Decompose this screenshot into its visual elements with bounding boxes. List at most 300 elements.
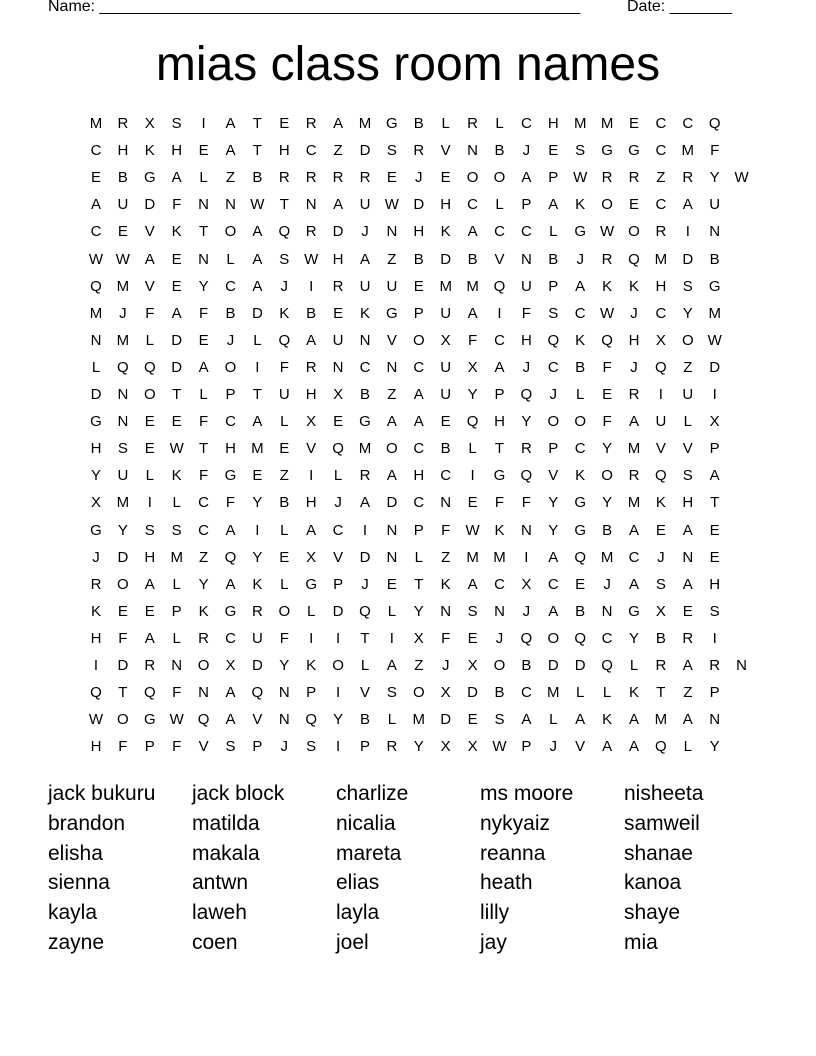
grid-letter: D <box>251 304 263 322</box>
grid-letter: L <box>387 602 397 620</box>
grid-letter: D <box>251 657 263 674</box>
grid-letter: A <box>359 250 370 268</box>
grid-letter: G <box>574 521 587 539</box>
grid-letter: H <box>144 548 156 566</box>
grid-letter: D <box>413 196 425 214</box>
grid-letter: B <box>467 250 478 268</box>
grid-letter: G <box>305 575 318 593</box>
grid-letter: D <box>359 548 371 566</box>
grid-letter: Y <box>628 629 639 647</box>
grid-letter: C <box>332 521 344 539</box>
grid-letter: M <box>358 440 372 458</box>
grid-letter: S <box>306 738 317 756</box>
grid-letter: L <box>91 358 101 376</box>
grid-letter: V <box>682 440 693 458</box>
grid-letter: N <box>198 196 210 214</box>
grid-letter: Z <box>225 169 236 187</box>
grid-letter: Q <box>251 684 264 702</box>
grid-letter: Q <box>143 684 156 702</box>
grid-letter: V <box>306 440 317 458</box>
grid-letter: A <box>628 521 639 539</box>
grid-letter: C <box>547 575 559 593</box>
grid-letter: G <box>574 223 587 241</box>
grid-letter: O <box>681 331 694 349</box>
grid-letter: J <box>119 304 127 322</box>
word-list-item: zayne <box>48 931 105 954</box>
grid-letter: P <box>225 386 236 403</box>
grid-letter: R <box>628 169 640 187</box>
grid-letter: V <box>655 440 666 458</box>
grid-letter: T <box>360 629 370 647</box>
grid-letter: W <box>600 304 615 322</box>
grid-letter: M <box>708 304 721 322</box>
grid-letter: L <box>280 413 289 431</box>
grid-letter: I <box>685 223 690 241</box>
grid-letter: K <box>575 467 586 485</box>
grid-letter: H <box>655 277 667 295</box>
grid-letter: A <box>225 115 236 132</box>
grid-letter: L <box>333 467 343 485</box>
grid-letter: R <box>709 657 721 674</box>
grid-letter: P <box>548 169 559 187</box>
grid-letter: A <box>709 467 720 485</box>
grid-letter: A <box>467 575 478 593</box>
grid-letter: O <box>332 657 344 674</box>
grid-letter: M <box>358 115 372 132</box>
grid-letter: R <box>305 115 317 132</box>
grid-letter: S <box>386 684 397 702</box>
grid-letter: Z <box>387 250 397 268</box>
grid-letter: N <box>386 223 398 241</box>
grid-letter: R <box>467 115 479 132</box>
grid-letter: G <box>601 142 613 160</box>
grid-letter: R <box>682 629 694 647</box>
grid-letter: I <box>712 629 717 647</box>
grid-letter: T <box>414 575 424 593</box>
grid-letter: A <box>494 358 505 376</box>
grid-letter: W <box>600 223 615 241</box>
grid-letter: R <box>144 657 156 674</box>
grid-letter: G <box>708 277 721 295</box>
grid-letter: H <box>90 440 102 458</box>
grid-letter: Y <box>198 575 209 593</box>
grid-letter: L <box>683 413 692 431</box>
grid-letter: U <box>440 304 452 322</box>
grid-letter: F <box>145 304 155 322</box>
grid-letter: C <box>628 548 640 566</box>
grid-letter: Y <box>252 548 263 566</box>
grid-letter: G <box>386 304 398 322</box>
grid-letter: A <box>306 331 317 349</box>
grid-letter: N <box>682 548 694 566</box>
grid-letter: A <box>628 413 639 431</box>
grid-letter: P <box>548 440 559 458</box>
grid-letter: Q <box>628 250 640 268</box>
grid-letter: W <box>734 169 749 187</box>
grid-letter: N <box>520 521 532 539</box>
grid-letter: L <box>495 115 504 132</box>
grid-letter: H <box>90 738 102 756</box>
grid-letter: C <box>655 304 667 322</box>
grid-letter: Q <box>197 711 210 729</box>
grid-letter: J <box>549 738 558 756</box>
grid-letter: K <box>198 602 209 620</box>
grid-letter: R <box>413 142 425 160</box>
grid-letter: K <box>575 196 586 214</box>
grid-letter: Y <box>117 521 128 539</box>
grid-letter: E <box>279 115 290 132</box>
grid-letter: V <box>494 250 505 268</box>
grid-letter: W <box>250 196 265 214</box>
grid-letter: M <box>466 277 479 295</box>
grid-letter: L <box>145 467 154 485</box>
grid-letter: I <box>93 657 99 674</box>
grid-letter: I <box>255 358 260 376</box>
grid-letter: A <box>386 657 397 674</box>
grid-letter: O <box>117 575 129 593</box>
grid-letter: B <box>413 115 424 132</box>
grid-letter: A <box>386 413 397 431</box>
grid-letter: B <box>655 629 666 647</box>
grid-letter: J <box>280 277 289 295</box>
grid-letter: W <box>492 738 507 756</box>
grid-letter: I <box>147 494 152 512</box>
grid-letter: L <box>145 331 154 349</box>
grid-letter: O <box>547 413 560 431</box>
grid-letter: N <box>386 548 398 566</box>
word-list-item: joel <box>336 931 369 954</box>
grid-letter: D <box>144 196 156 214</box>
grid-letter: R <box>332 169 344 187</box>
grid-letter: R <box>198 629 210 647</box>
grid-letter: M <box>493 548 506 566</box>
grid-letter: R <box>305 358 317 376</box>
grid-letter: A <box>467 304 478 322</box>
grid-letter: N <box>520 250 532 268</box>
grid-letter: G <box>493 467 506 485</box>
grid-letter: A <box>144 629 155 647</box>
grid-letter: L <box>253 331 262 349</box>
grid-letter: G <box>386 115 398 132</box>
grid-letter: C <box>520 115 532 132</box>
grid-letter: S <box>548 304 559 322</box>
grid-letter: E <box>548 142 559 160</box>
grid-letter: N <box>90 331 102 349</box>
grid-letter: Q <box>601 331 613 349</box>
grid-letter: N <box>225 196 236 214</box>
grid-letter: U <box>682 386 694 403</box>
grid-letter: U <box>117 196 129 214</box>
grid-letter: U <box>332 331 344 349</box>
grid-letter: W <box>707 331 722 349</box>
word-list-item: samweil <box>624 811 700 835</box>
grid-letter: S <box>709 602 720 620</box>
grid-letter: M <box>116 494 130 512</box>
grid-letter: H <box>413 223 425 241</box>
grid-letter: G <box>90 521 102 539</box>
grid-letter: N <box>198 684 210 702</box>
grid-letter: Y <box>252 494 263 512</box>
grid-letter: C <box>547 358 559 376</box>
grid-letter: D <box>709 358 721 376</box>
grid-letter: R <box>117 115 129 132</box>
grid-letter: E <box>413 277 424 295</box>
grid-letter: K <box>171 467 182 485</box>
grid-letter: E <box>709 548 720 566</box>
grid-letter: P <box>548 277 559 295</box>
grid-letter: E <box>386 575 397 593</box>
grid-letter: Z <box>683 358 693 376</box>
grid-letter: C <box>655 115 667 132</box>
grid-letter: E <box>117 602 128 620</box>
grid-letter: O <box>466 169 479 187</box>
grid-letter: C <box>520 223 532 241</box>
word-list-item: layla <box>336 901 380 925</box>
grid-letter: C <box>655 196 667 214</box>
grid-letter: A <box>548 602 559 620</box>
grid-letter: X <box>709 413 720 431</box>
word-list-item: jack bukuru <box>48 782 156 805</box>
grid-letter: R <box>628 386 640 403</box>
grid-letter: E <box>171 250 182 268</box>
grid-letter: X <box>144 115 155 132</box>
grid-letter: H <box>628 331 640 349</box>
grid-letter: O <box>224 223 237 241</box>
grid-letter: Y <box>602 440 613 458</box>
word-list-item: nykyaiz <box>480 811 551 835</box>
grid-letter: L <box>468 440 477 458</box>
grid-letter: N <box>332 358 344 376</box>
grid-letter: X <box>440 331 451 349</box>
grid-letter: K <box>90 602 101 620</box>
grid-letter: D <box>117 657 129 674</box>
grid-letter: M <box>412 711 426 729</box>
grid-letter: A <box>90 196 101 214</box>
grid-letter: E <box>628 115 639 132</box>
grid-letter: C <box>440 467 452 485</box>
grid-letter: Y <box>467 386 478 403</box>
grid-letter: Q <box>224 548 237 566</box>
grid-letter: N <box>440 494 452 512</box>
grid-letter: E <box>144 602 155 620</box>
grid-letter: B <box>575 602 586 620</box>
grid-letter: I <box>524 548 529 566</box>
word-list-item: heath <box>480 871 533 895</box>
grid-letter: A <box>628 711 639 729</box>
grid-letter: K <box>602 277 613 295</box>
grid-letter: D <box>682 250 694 268</box>
grid-letter: B <box>602 521 613 539</box>
grid-letter: J <box>280 738 289 756</box>
grid-letter: Q <box>655 467 667 485</box>
word-list-item: kanoa <box>624 871 682 895</box>
grid-letter: F <box>199 467 209 485</box>
grid-letter: B <box>117 169 128 187</box>
grid-letter: C <box>305 142 317 160</box>
grid-letter: N <box>736 657 748 674</box>
grid-letter: G <box>574 494 587 512</box>
grid-letter: M <box>116 277 130 295</box>
grid-letter: Y <box>90 467 101 485</box>
grid-letter: F <box>521 304 531 322</box>
grid-letter: L <box>226 250 235 268</box>
grid-letter: D <box>171 358 183 376</box>
grid-letter: N <box>117 386 129 403</box>
grid-letter: P <box>359 738 370 756</box>
grid-letter: C <box>198 521 210 539</box>
grid-letter: J <box>657 548 665 566</box>
grid-letter: X <box>467 738 478 756</box>
grid-letter: A <box>575 711 586 729</box>
grid-letter: A <box>252 413 263 431</box>
grid-letter: L <box>549 711 558 729</box>
grid-letter: D <box>467 684 479 702</box>
grid-letter: H <box>225 440 236 458</box>
grid-letter: A <box>602 738 613 756</box>
grid-letter: Q <box>90 684 102 702</box>
grid-letter: F <box>199 413 209 431</box>
grid-letter: L <box>360 657 370 674</box>
grid-letter: L <box>172 494 181 512</box>
word-list-item: coen <box>192 931 238 954</box>
grid-letter: J <box>549 386 558 403</box>
grid-letter: E <box>440 169 451 187</box>
word-list-item: charlize <box>336 782 409 805</box>
grid-letter: A <box>413 386 424 403</box>
name-field-label: Name: ______________________________________________________ <box>48 0 581 15</box>
grid-letter: K <box>628 684 639 702</box>
grid-letter: V <box>144 277 155 295</box>
grid-letter: L <box>629 657 639 674</box>
grid-letter: A <box>144 250 155 268</box>
date-field-label: Date: _______ <box>627 0 732 15</box>
grid-letter: D <box>90 386 102 403</box>
grid-letter: A <box>225 142 236 160</box>
word-list-item: reanna <box>480 841 546 865</box>
grid-letter: W <box>465 521 480 539</box>
grid-letter: F <box>172 684 182 702</box>
word-list-item: lilly <box>480 901 510 925</box>
grid-letter: Q <box>359 602 371 620</box>
grid-letter: Q <box>601 657 613 674</box>
grid-letter: M <box>466 548 479 566</box>
grid-letter: E <box>467 629 478 647</box>
grid-letter: D <box>332 223 344 241</box>
grid-letter: Q <box>520 629 533 647</box>
grid-letter: Q <box>655 358 667 376</box>
grid-letter: T <box>252 142 262 160</box>
grid-letter: M <box>251 440 264 458</box>
grid-letter: N <box>601 602 613 620</box>
grid-letter: X <box>467 358 478 376</box>
grid-letter: I <box>712 386 717 403</box>
grid-letter: E <box>252 467 263 485</box>
grid-letter: U <box>440 386 452 403</box>
grid-letter: A <box>225 684 236 702</box>
grid-letter: F <box>279 629 289 647</box>
grid-letter: Y <box>548 494 559 512</box>
grid-letter: N <box>171 657 183 674</box>
grid-letter: T <box>710 494 720 512</box>
grid-letter: F <box>710 142 720 160</box>
grid-letter: M <box>116 331 130 349</box>
grid-letter: T <box>172 386 182 403</box>
grid-letter: M <box>89 115 103 132</box>
grid-letter: S <box>279 250 290 268</box>
grid-letter: K <box>602 711 613 729</box>
grid-letter: A <box>521 169 532 187</box>
grid-letter: W <box>115 250 130 268</box>
grid-letter: O <box>601 196 613 214</box>
word-list-item: makala <box>192 841 260 865</box>
grid-letter: A <box>575 277 586 295</box>
grid-letter: A <box>333 115 344 132</box>
grid-letter: O <box>143 386 156 403</box>
grid-letter: O <box>197 657 210 674</box>
grid-letter: G <box>90 413 102 431</box>
grid-letter: C <box>494 331 505 349</box>
grid-letter: G <box>628 142 640 160</box>
grid-letter: Y <box>709 169 720 187</box>
grid-letter: J <box>522 358 531 376</box>
grid-letter: E <box>575 575 586 593</box>
grid-letter: J <box>361 223 369 241</box>
grid-letter: V <box>548 467 559 485</box>
word-list-item: kayla <box>48 901 98 925</box>
grid-letter: V <box>144 223 155 241</box>
grid-letter: F <box>225 494 236 512</box>
grid-letter: A <box>306 521 317 539</box>
grid-letter: H <box>413 467 425 485</box>
grid-letter: Q <box>332 440 344 458</box>
grid-letter: X <box>655 602 666 620</box>
grid-letter: H <box>520 331 532 349</box>
grid-letter: E <box>628 196 639 214</box>
grid-letter: B <box>521 657 532 674</box>
grid-letter: N <box>359 331 371 349</box>
word-list-item: mia <box>624 931 658 954</box>
grid-letter: J <box>522 602 531 620</box>
grid-letter: D <box>574 657 586 674</box>
grid-letter: C <box>225 277 236 295</box>
grid-letter: M <box>627 440 641 458</box>
grid-letter: R <box>386 738 398 756</box>
grid-letter: A <box>333 196 344 214</box>
grid-letter: T <box>199 223 209 241</box>
grid-letter: L <box>683 738 692 756</box>
grid-letter: A <box>682 711 693 729</box>
grid-letter: P <box>709 440 720 458</box>
grid-letter: W <box>384 196 399 214</box>
grid-letter: S <box>117 440 128 458</box>
grid-letter: H <box>709 575 721 593</box>
grid-letter: Y <box>198 277 209 295</box>
grid-letter: U <box>251 629 263 647</box>
grid-letter: J <box>334 494 342 512</box>
word-list-item: laweh <box>192 901 247 925</box>
grid-letter: R <box>90 575 102 593</box>
grid-letter: Z <box>441 548 451 566</box>
grid-letter: J <box>522 142 531 160</box>
grid-letter: B <box>575 358 586 376</box>
grid-letter: T <box>279 196 289 214</box>
grid-letter: Z <box>279 467 289 485</box>
grid-letter: N <box>467 142 479 160</box>
grid-letter: U <box>655 413 667 431</box>
grid-letter: A <box>359 494 370 512</box>
grid-letter: D <box>332 602 344 620</box>
grid-letter: J <box>630 358 638 376</box>
